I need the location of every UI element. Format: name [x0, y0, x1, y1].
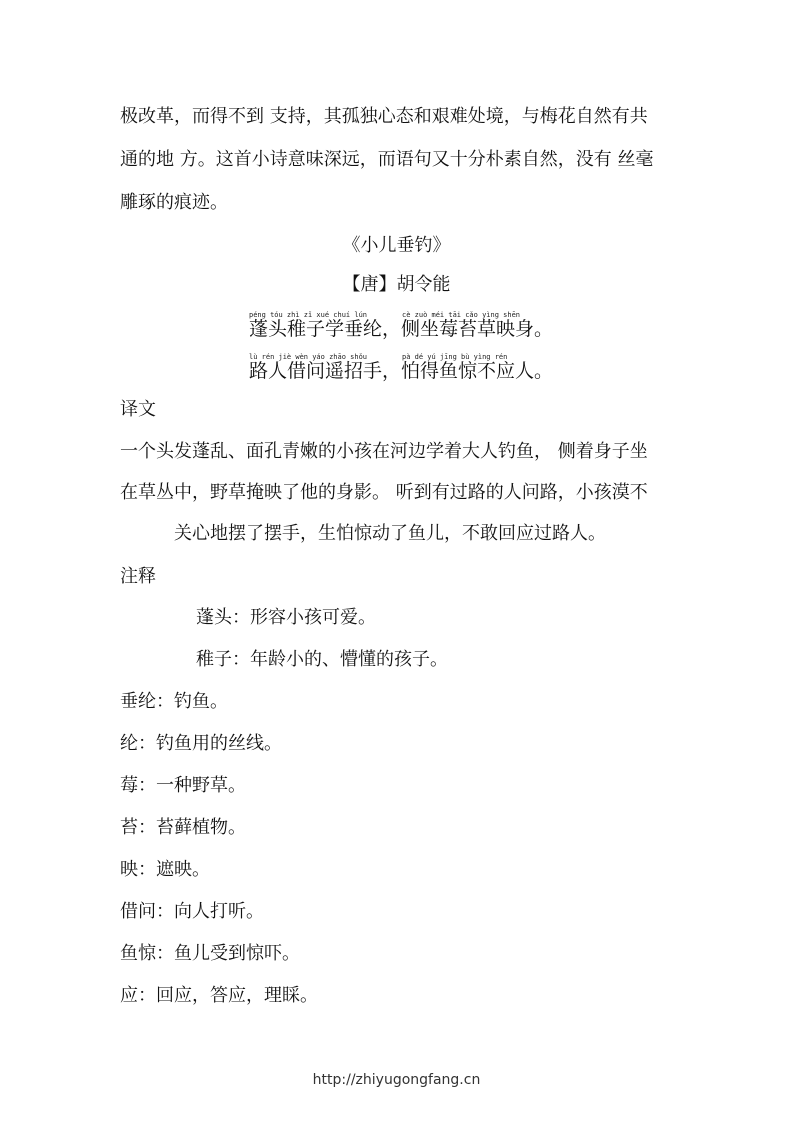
note-item: 应：回应，答应，理睬。 — [120, 985, 318, 1006]
note-item: 蓬头：形容小孩可爱。 — [196, 607, 376, 628]
translation-line-1: 一个头发蓬乱、面孔青嫩的小孩在河边学着大人钓鱼， 侧着身子坐 — [120, 441, 648, 462]
note-item: 纶：钓鱼用的丝线。 — [120, 733, 282, 754]
note-item: 映：遮映。 — [120, 859, 210, 880]
poem-author: 【唐】胡令能 — [342, 274, 451, 295]
translation-heading: 译文 — [120, 399, 156, 420]
footer-url: http://zhiyugongfang.cn — [312, 1072, 481, 1088]
note-item: 稚子：年龄小的、懵懂的孩子。 — [196, 649, 448, 670]
poem-line-1: 蓬头稚子学垂纶，侧坐莓苔草映身。 — [249, 318, 554, 340]
note-item: 鱼惊：鱼儿受到惊吓。 — [120, 943, 300, 964]
note-item: 垂纶：钓鱼。 — [120, 691, 228, 712]
translation-line-2: 在草丛中，野草掩映了他的身影。 听到有过路的人问路，小孩漠不 — [120, 482, 648, 503]
poem-pinyin-1b: cè zuò méi tāi cǎo yìng shēn — [402, 311, 521, 319]
translation-line-3: 关心地摆了摆手，生怕惊动了鱼儿，不敢回应过路人。 — [174, 523, 606, 544]
poem-line-2: 路人借问遥招手，怕得鱼惊不应人。 — [249, 360, 554, 382]
poem-pinyin-2a: lù rén jiè wèn yáo zhāo shǒu — [249, 353, 368, 361]
intro-line-3: 雕琢的痕迹。 — [120, 192, 228, 213]
poem-pinyin-2b: pà dé yú jīng bù yìng rén — [402, 353, 508, 361]
note-item: 莓：一种野草。 — [120, 775, 246, 796]
note-item: 苔：苔藓植物。 — [120, 817, 246, 838]
poem-title: 《小儿垂钓》 — [342, 235, 451, 256]
intro-line-1: 极改革，而得不到 支持，其孤独心态和艰难处境，与梅花自然有共 — [120, 106, 648, 127]
poem-pinyin-1a: péng tóu zhì zǐ xué chuí lún — [249, 311, 368, 319]
intro-line-2: 通的地 方。这首小诗意味深远，而语句又十分朴素自然，没有 丝毫 — [120, 149, 654, 170]
notes-heading: 注释 — [120, 566, 156, 587]
note-item: 借问：向人打听。 — [120, 901, 264, 922]
